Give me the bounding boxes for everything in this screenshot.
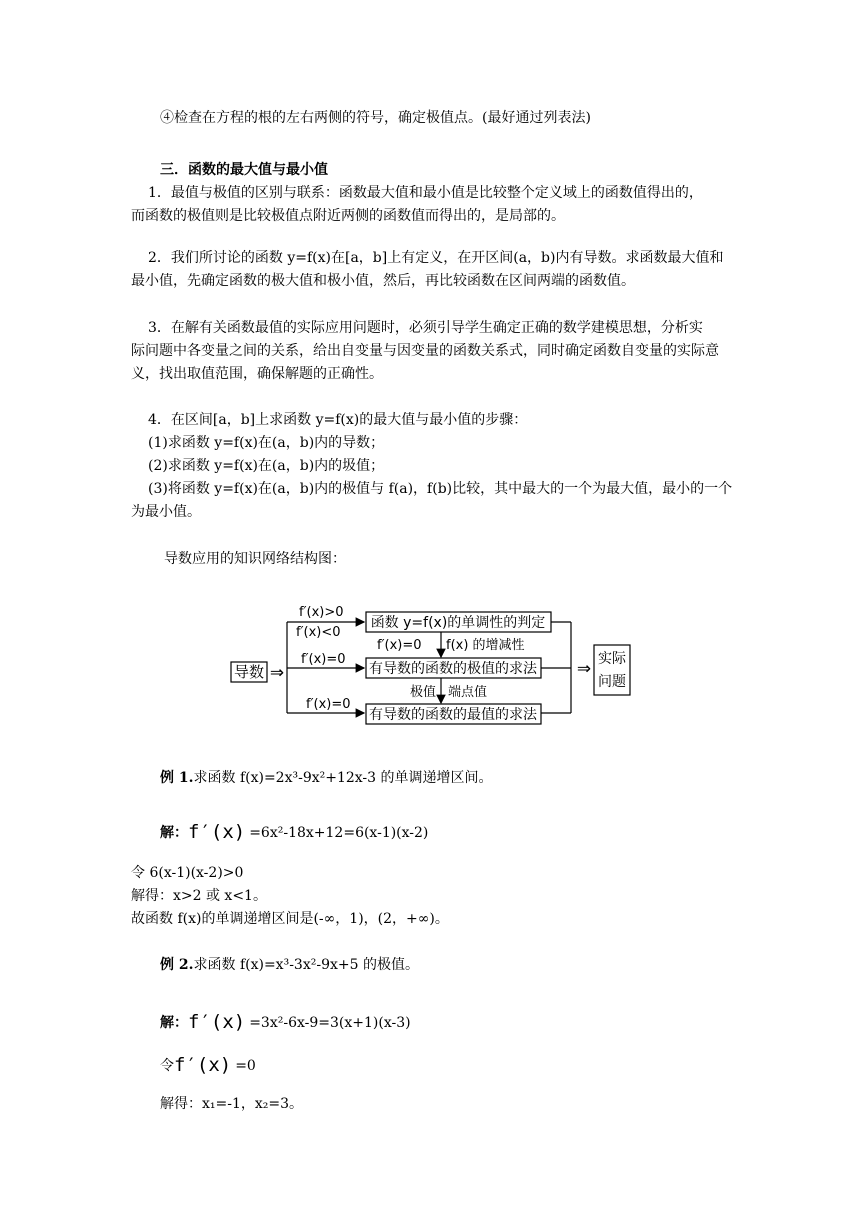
label-fprime-eq-mid: f′(x)=0 bbox=[301, 652, 346, 667]
example1-let: 令 6(x-1)(x-2)>0 bbox=[131, 865, 244, 881]
para4-step1: (1)求函数 y=f(x)在(a，b)内的导数； bbox=[148, 435, 385, 451]
example1-sol-label: 解： bbox=[160, 825, 188, 841]
para1-line1: 1．最值与极值的区别与联系：函数最大值和最小值是比较整个定义域上的函数值得出的， bbox=[148, 185, 703, 201]
label-endpoint-value: 端点值 bbox=[448, 685, 488, 700]
root-label: 导数 bbox=[233, 663, 265, 681]
example2-question: 求函数 f(x)=x³-3x²-9x+5 的极值。 bbox=[193, 957, 419, 973]
example1-fprime: f′(x) bbox=[188, 821, 246, 843]
para1-line2: 而函数的极值则是比较极值点附近两侧的函数值而得出的，是局部的。 bbox=[131, 208, 565, 224]
example2-let-label: 令 bbox=[160, 1058, 174, 1074]
example2-label: 例 2. bbox=[160, 957, 194, 973]
example2-let-fprime: f′(x) bbox=[174, 1054, 232, 1076]
step4-text: ④检查在方程的根的左右两侧的符号，确定极值点。(最好通过列表法) bbox=[160, 110, 591, 126]
example2-heading bbox=[160, 955, 419, 975]
network-title: 导数应用的知识网络结构图： bbox=[164, 551, 346, 567]
box-practical-line1: 实际 bbox=[598, 651, 626, 667]
right-arrow: ⇒ bbox=[576, 659, 592, 679]
para2-line1: 2．我们所讨论的函数 y=f(x)在[a，b]上有定义，在开区间(a，b)内有导数。求函数最大值和 bbox=[148, 250, 724, 266]
para4-step3-cont: 为最小值。 bbox=[131, 504, 201, 520]
label-fprime-gt: f′(x)>0 bbox=[299, 605, 344, 620]
root-arrow: ⇒ bbox=[269, 663, 285, 683]
knowledge-diagram bbox=[0, 595, 860, 745]
example1-solution bbox=[160, 822, 428, 843]
label-fprime-eq-low: f′(x)=0 bbox=[306, 697, 351, 712]
para3-line3: 义，找出取值范围，确保解题的正确性。 bbox=[131, 366, 383, 382]
para4-line1: 4．在区间[a，b]上求函数 y=f(x)的最大值与最小值的步骤： bbox=[148, 412, 528, 428]
section3-title: 三．函数的最大值与最小值 bbox=[160, 162, 328, 178]
box-monotonic-label: 函数 y=f(x)的单调性的判定 bbox=[370, 615, 546, 631]
label-extreme-value: 极值 bbox=[410, 685, 437, 700]
example1-conclusion: 故函数 f(x)的单调递增区间是(-∞，1)，(2，+∞)。 bbox=[131, 911, 449, 927]
example2-let-eq: =0 bbox=[235, 1058, 256, 1074]
para3-line1: 3．在解有关函数最值的实际应用问题时，必须引导学生确定正确的数学建模思想，分析实 bbox=[148, 320, 703, 336]
para4-step2: (2)求函数 y=f(x)在(a，b)内的圾值； bbox=[148, 458, 385, 474]
box-extremum-label: 有导数的函数的极值的求法 bbox=[369, 661, 537, 677]
example2-let bbox=[160, 1055, 256, 1076]
example2-sol-eq: =3x²-6x-9=3(x+1)(x-3) bbox=[249, 1015, 411, 1031]
para2-line2: 最小值，先确定函数的极大值和极小值，然后，再比较函数在区间两端的函数值。 bbox=[131, 273, 635, 289]
example1-sol-eq: =6x²-18x+12=6(x-1)(x-2) bbox=[249, 825, 429, 841]
example2-solution bbox=[160, 1012, 411, 1033]
label-fprime-eq-inner: f′(x)=0 bbox=[377, 638, 422, 653]
box-maxmin-label: 有导数的函数的最值的求法 bbox=[369, 707, 537, 723]
example2-solve: 解得：x₁=-1，x₂=3。 bbox=[160, 1096, 304, 1112]
example2-sol-label: 解： bbox=[160, 1015, 188, 1031]
para4-step3: (3)将函数 y=f(x)在(a，b)内的极值与 f(a)，f(b)比较，其中最大的一个为最大值，最小的一个 bbox=[148, 481, 733, 497]
example2-fprime: f′(x) bbox=[188, 1011, 246, 1033]
example1-label: 例 1. bbox=[160, 770, 194, 786]
label-fprime-lt: f′(x)<0 bbox=[296, 625, 341, 640]
box-practical-line2: 问题 bbox=[598, 674, 626, 690]
label-inc-dec: f(x) 的增减性 bbox=[446, 638, 525, 653]
example1-heading bbox=[160, 768, 493, 788]
para3-line2: 际问题中各变量之间的关系，给出自变量与因变量的函数关系式，同时确定函数自变量的实际意 bbox=[131, 343, 719, 359]
example1-question: 求函数 f(x)=2x³-9x²+12x-3 的单调递增区间。 bbox=[193, 770, 493, 786]
example1-solve: 解得：x>2 或 x<1。 bbox=[131, 888, 267, 904]
